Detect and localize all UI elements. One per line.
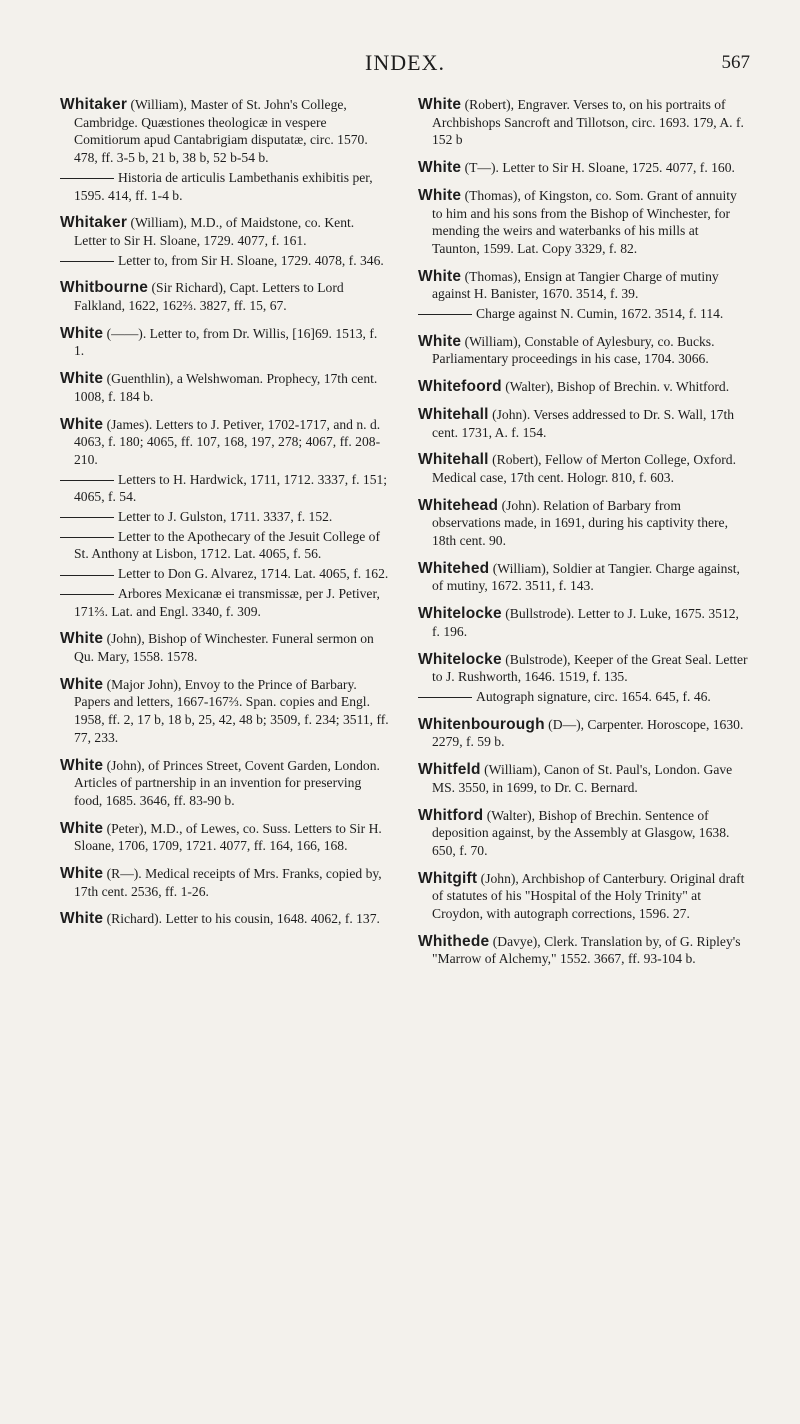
entry-headword: Whitaker bbox=[60, 214, 128, 232]
entry-text: (John). Relation of Barbary from observations made, in 1691, during his captivity there, 18th cent. 90. bbox=[432, 497, 728, 549]
entry-headword: White bbox=[60, 865, 104, 883]
index-entry bbox=[418, 406, 748, 441]
entry-text: (John). Verses addressed to Dr. S. Wall, 17th cent. 1731, A. f. 154. bbox=[432, 406, 735, 440]
entry-headword: White bbox=[60, 324, 104, 342]
entry-text: (John), of Princes Street, Covent Garden, London. Articles of partnership in an invention for preserving food, 1685. 3646, ff. 83-90 b. bbox=[74, 757, 380, 808]
entry-headword: White bbox=[60, 630, 104, 648]
index-subentry bbox=[60, 252, 390, 270]
index-entry bbox=[60, 279, 390, 314]
entry-headword: White bbox=[418, 159, 462, 177]
entry-headword: White bbox=[418, 332, 462, 350]
ditto-dash bbox=[60, 517, 114, 518]
ditto-dash bbox=[60, 537, 114, 538]
entry-text: (Sir Richard), Capt. Letters to Lord Falkland, 1622, 162⅔. 3827, ff. 15, 67. bbox=[74, 280, 344, 314]
index-entry bbox=[418, 933, 748, 968]
index-entry bbox=[418, 761, 748, 796]
entry-text: Letter to Don G. Alvarez, 1714. Lat. 4065, f. 162. bbox=[118, 566, 389, 582]
index-entry bbox=[418, 497, 748, 550]
index-entry bbox=[60, 416, 390, 469]
left-column bbox=[60, 96, 390, 938]
ditto-dash bbox=[418, 697, 472, 698]
entry-text: (Thomas), of Kingston, co. Som. Grant of annuity to him and his sons from the Bishop of Winchester, for mending the weirs and waterbanks of his mills at Taunton, 1599. Lat. Copy 3329, f. 82. bbox=[432, 187, 737, 256]
entry-headword: White bbox=[60, 370, 104, 388]
entry-text: Autograph signature, circ. 1654. 645, f. 46. bbox=[476, 688, 711, 704]
page-header bbox=[60, 50, 750, 74]
index-entry bbox=[418, 716, 748, 751]
entry-text: (Richard). Letter to his cousin, 1648. 4062, f. 137. bbox=[106, 911, 380, 927]
entry-headword: Whitford bbox=[418, 806, 484, 824]
entry-text: (Bulstrode), Keeper of the Great Seal. Letter to J. Rushworth, 1646. 1519, f. 135. bbox=[432, 651, 748, 685]
entry-text: (William), Constable of Aylesbury, co. Bucks. Parliamentary proceedings in his case, 1704. 3066. bbox=[432, 333, 715, 367]
index-entry bbox=[418, 605, 748, 640]
index-entry bbox=[60, 214, 390, 249]
index-entry bbox=[60, 820, 390, 855]
entry-text: (Robert), Fellow of Merton College, Oxford. Medical case, 17th cent. Hologr. 810, f. 603. bbox=[432, 452, 736, 485]
ditto-dash bbox=[60, 480, 114, 481]
entry-text: (William), M.D., of Maidstone, co. Kent. Letter to Sir H. Sloane, 1729. 4077, f. 161. bbox=[74, 215, 355, 248]
index-subentry bbox=[418, 688, 748, 706]
index-subentry bbox=[60, 471, 390, 506]
entry-text: Historia de articulis Lambethanis exhibitis per, 1595. 414, ff. 1-4 b. bbox=[74, 169, 373, 203]
entry-headword: Whitehead bbox=[418, 496, 499, 514]
index-entry bbox=[60, 96, 390, 167]
index-entry bbox=[418, 807, 748, 860]
entry-text: (Davye), Clerk. Translation by, of G. Ripley's "Marrow of Alchemy," 1552. 3667, ff. 93-104 b. bbox=[432, 933, 741, 967]
index-subentry bbox=[60, 508, 390, 526]
index-entry bbox=[418, 268, 748, 303]
entry-headword: Whithede bbox=[418, 932, 490, 950]
entry-text: (T—). Letter to Sir H. Sloane, 1725. 4077, f. 160. bbox=[464, 160, 735, 176]
entry-text: (Thomas), Ensign at Tangier Charge of mutiny against H. Banister, 1670. 3514, f. 39. bbox=[432, 268, 719, 302]
index-subentry bbox=[418, 305, 748, 323]
entry-text: (D—), Carpenter. Horoscope, 1630. 2279, f. 59 b. bbox=[432, 716, 744, 750]
entry-text: Letter to, from Sir H. Sloane, 1729. 4078, f. 346. bbox=[118, 252, 384, 268]
entry-text: (John), Bishop of Winchester. Funeral sermon on Qu. Mary, 1558. 1578. bbox=[74, 631, 374, 664]
index-entry bbox=[60, 630, 390, 665]
index-subentry bbox=[60, 169, 390, 204]
index-subentry bbox=[60, 585, 390, 620]
index-entry bbox=[418, 870, 748, 923]
index-entry bbox=[418, 651, 748, 686]
right-column bbox=[418, 96, 748, 978]
index-entry bbox=[60, 910, 390, 928]
index-entry bbox=[60, 757, 390, 810]
index-entry bbox=[418, 451, 748, 486]
entry-text: (William), Soldier at Tangier. Charge against, of mutiny, 1672. 3511, f. 143. bbox=[432, 560, 740, 594]
entry-headword: White bbox=[60, 415, 104, 433]
entry-text: (Walter), Bishop of Brechin. v. Whitford. bbox=[505, 379, 730, 395]
index-entry bbox=[60, 676, 390, 747]
ditto-dash bbox=[60, 594, 114, 595]
page-title: INDEX. bbox=[365, 50, 445, 75]
entry-headword: White bbox=[60, 819, 104, 837]
entry-text: (——). Letter to, from Dr. Willis, [16]69. 1513, f. 1. bbox=[74, 325, 378, 359]
entry-headword: Whitfeld bbox=[418, 761, 481, 779]
ditto-dash bbox=[418, 314, 472, 315]
entry-headword: Whitefoord bbox=[418, 378, 502, 396]
page-number: 567 bbox=[721, 52, 750, 73]
ditto-dash bbox=[60, 261, 114, 262]
entry-text: Charge against N. Cumin, 1672. 3514, f. 114. bbox=[476, 306, 724, 322]
entry-text: (Major John), Envoy to the Prince of Barbary. Papers and letters, 1667-167⅔. Span. copies and Engl. 1958, ff. 2, 17 b, 18 b, 25, 42, 48 b; 3509, f. 234; 3511, ff. 77, 233. bbox=[74, 676, 389, 745]
entry-headword: Whitelocke bbox=[418, 605, 502, 623]
entry-headword: Whitbourne bbox=[60, 279, 149, 297]
index-entry bbox=[60, 865, 390, 900]
entry-headword: White bbox=[60, 675, 104, 693]
index-subentry bbox=[60, 528, 390, 563]
entry-text: Letters to H. Hardwick, 1711, 1712. 3337, f. 151; 4065, f. 54. bbox=[74, 471, 388, 505]
entry-headword: Whitehall bbox=[418, 451, 489, 469]
index-entry bbox=[418, 96, 748, 149]
ditto-dash bbox=[60, 575, 114, 576]
entry-text: (Peter), M.D., of Lewes, co. Suss. Letters to Sir H. Sloane, 1706, 1709, 1721. 4077, ff. 164, 166, 168. bbox=[74, 820, 382, 854]
entry-headword: White bbox=[60, 910, 104, 928]
entry-text: Arbores Mexicanæ ei transmissæ, per J. Petiver, 171⅔. Lat. and Engl. 3340, f. 309. bbox=[74, 585, 380, 619]
entry-text: (Robert), Engraver. Verses to, on his portraits of Archbishops Sancroft and Tillotson, circ. 1693. 179, A. f. 152 b bbox=[432, 97, 744, 148]
entry-headword: White bbox=[418, 96, 462, 113]
ditto-dash bbox=[60, 178, 114, 179]
entry-text: (Walter), Bishop of Brechin. Sentence of deposition against, by the Assembly at Glasgow, 1638. 650, f. 70. bbox=[432, 807, 730, 858]
entry-headword: Whitelocke bbox=[418, 650, 502, 668]
entry-headword: Whitgift bbox=[418, 869, 478, 887]
index-subentry bbox=[60, 565, 390, 583]
entry-text: Letter to J. Gulston, 1711. 3337, f. 152. bbox=[118, 509, 333, 525]
entry-text: Letter to the Apothecary of the Jesuit College of St. Anthony at Lisbon, 1712. Lat. 4065, f. 56. bbox=[74, 528, 380, 562]
entry-text: (James). Letters to J. Petiver, 1702-1717, and n. d. 4063, f. 180; 4065, ff. 107, 168, 197, 278; 4067, ff. 208-210. bbox=[74, 416, 381, 467]
entry-headword: Whitehed bbox=[418, 559, 490, 577]
entry-headword: White bbox=[418, 267, 462, 285]
entry-headword: White bbox=[60, 756, 104, 774]
entry-text: (William), Master of St. John's College, Cambridge. Quæstiones theologicæ in vespere Comitiorum apud Cantabrigiam disputatæ, circ. 1570. 478, ff. 3-5 b, 21 b, 38 b, 52 b-54 b. bbox=[74, 97, 368, 166]
entry-headword: Whitaker bbox=[60, 96, 128, 113]
index-entry bbox=[418, 560, 748, 595]
index-entry bbox=[418, 333, 748, 368]
entry-headword: Whitenbourough bbox=[418, 715, 545, 733]
index-entry bbox=[418, 159, 748, 177]
entry-headword: White bbox=[418, 186, 462, 204]
entry-text: (Bullstrode). Letter to J. Luke, 1675. 3512, f. 196. bbox=[432, 606, 739, 639]
entry-text: (William), Canon of St. Paul's, London. Gave MS. 3550, in 1699, to Dr. C. Bernard. bbox=[432, 762, 733, 795]
entry-text: (John), Archbishop of Canterbury. Original draft of statutes of his "Hospital of the Holy Trinity" at Croydon, with autograph corrections, 1596. 27. bbox=[432, 870, 745, 922]
index-entry bbox=[418, 378, 748, 396]
entry-headword: Whitehall bbox=[418, 405, 489, 423]
index-entry bbox=[60, 325, 390, 360]
index-entry bbox=[60, 370, 390, 405]
index-entry bbox=[418, 187, 748, 258]
entry-text: (Guenthlin), a Welshwoman. Prophecy, 17th cent. 1008, f. 184 b. bbox=[74, 371, 378, 404]
entry-text: (R—). Medical receipts of Mrs. Franks, copied by, 17th cent. 2536, ff. 1-26. bbox=[74, 866, 382, 899]
